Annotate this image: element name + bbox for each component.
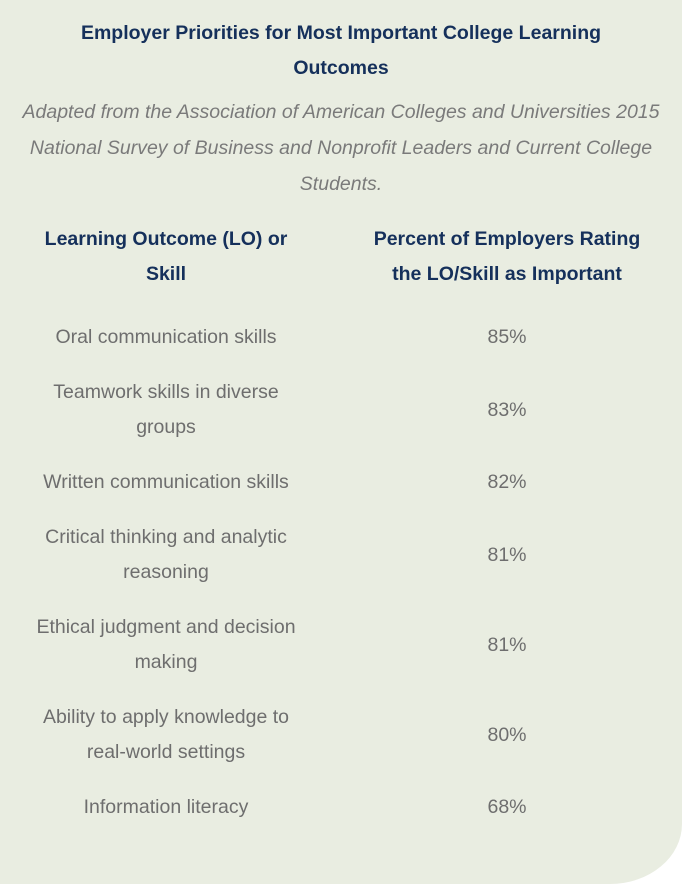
- percent-cell: 82%: [487, 471, 527, 493]
- skill-label: Oral communication skills: [55, 326, 277, 348]
- skill-cell: [0, 510, 332, 600]
- page-title: Employer Priorities for Most Important College Learning Outcomes: [80, 22, 602, 79]
- table-row: [0, 780, 682, 835]
- percent-cell: 80%: [487, 723, 527, 746]
- column-header-skill: Learning Outcome (LO) or Skill: [44, 228, 288, 285]
- skill-label: Ethical judgment and decision making: [36, 616, 296, 673]
- percent-cell: 68%: [487, 796, 527, 818]
- skill-cell: [0, 365, 332, 455]
- table-header-row: [0, 222, 682, 292]
- skill-label: Ability to apply knowledge to real-world settings: [42, 706, 290, 763]
- table-row: [0, 292, 682, 365]
- skill-label: Written communication skills: [43, 471, 289, 493]
- skill-label: Critical thinking and analytic reasoning: [45, 526, 287, 583]
- skill-cell: [0, 600, 332, 690]
- table-row: [0, 510, 682, 600]
- percent-cell: 85%: [487, 326, 527, 348]
- table-row: [0, 600, 682, 690]
- column-header-percent: Percent of Employers Rating the LO/Skill as Important: [373, 228, 641, 285]
- percent-cell: 83%: [487, 398, 527, 421]
- skill-cell: [0, 455, 332, 510]
- skill-cell: [0, 780, 332, 835]
- skill-label: Information literacy: [83, 796, 249, 818]
- learning-outcomes-table: [0, 222, 682, 835]
- table-row: [0, 455, 682, 510]
- table-row: [0, 690, 682, 780]
- skill-label: Teamwork skills in diverse groups: [53, 381, 279, 438]
- skill-cell: [0, 690, 332, 780]
- table-row: [0, 365, 682, 455]
- skill-cell: [0, 292, 332, 365]
- source-note: Adapted from the Association of American Colleges and Universities 2015 National Survey of Business and Nonprofit Leaders and Current College Students.: [22, 101, 660, 195]
- percent-cell: 81%: [487, 543, 527, 566]
- percent-cell: 81%: [487, 633, 527, 656]
